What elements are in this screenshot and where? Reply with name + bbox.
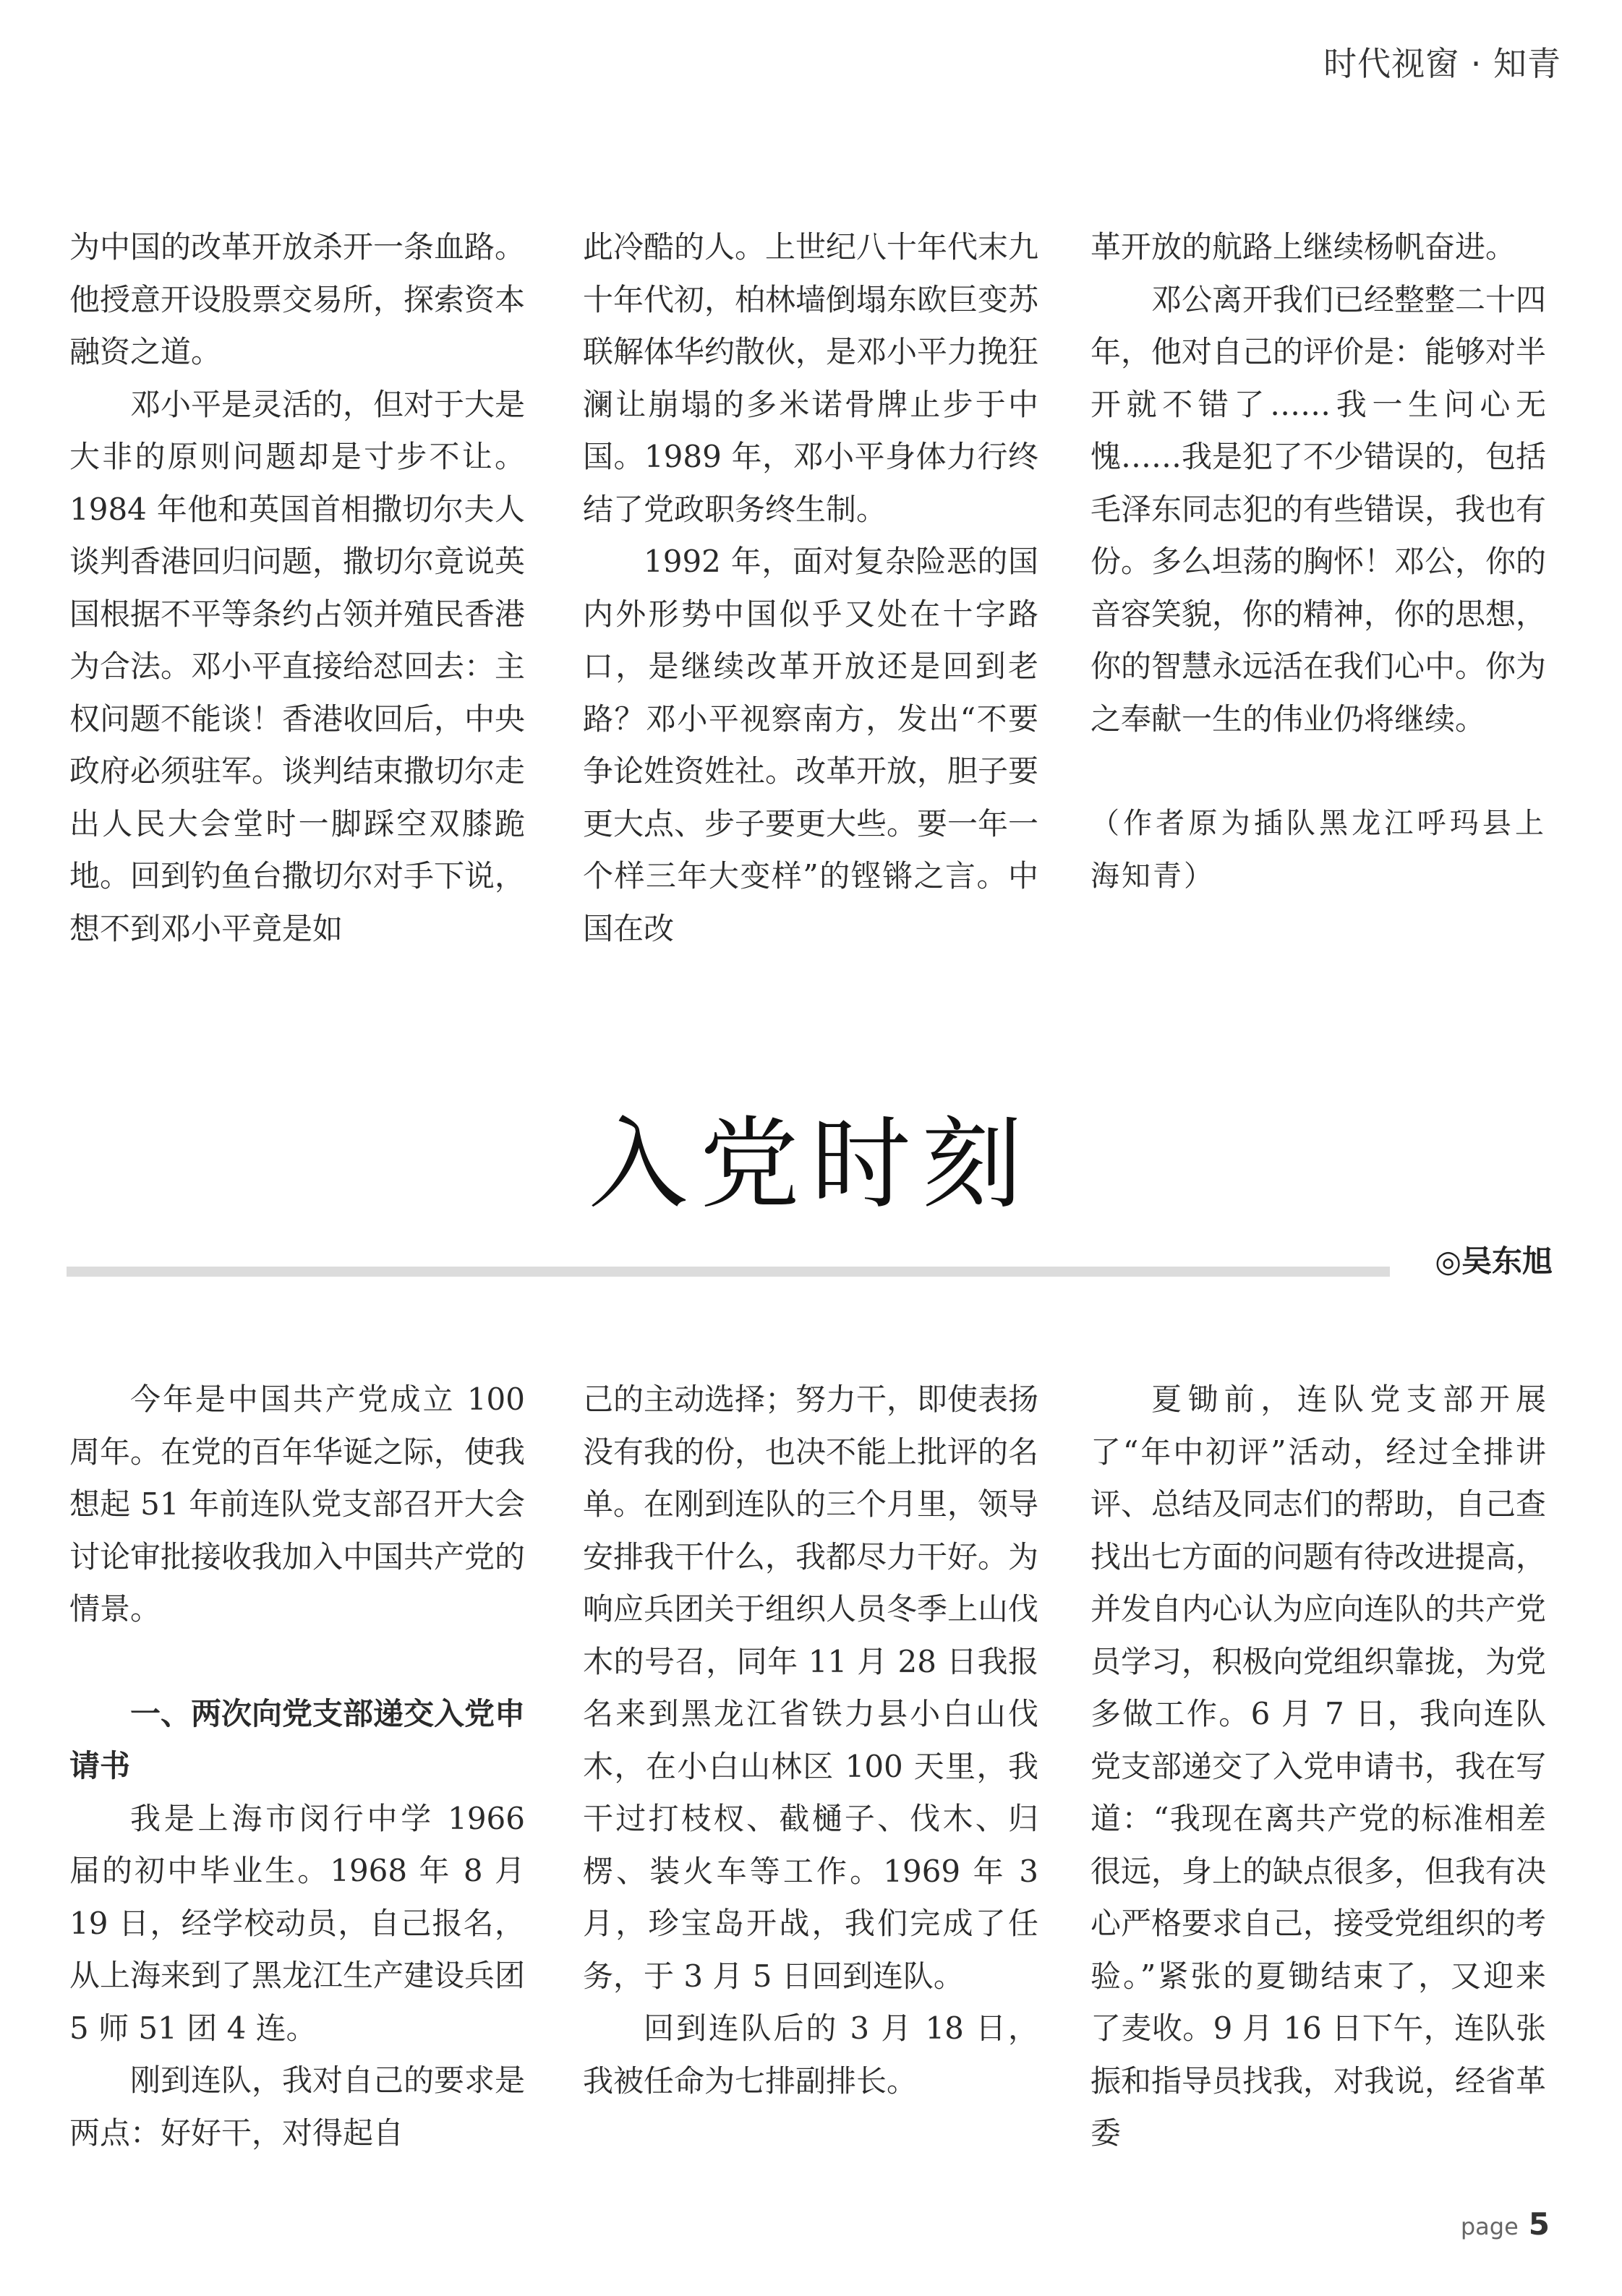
paragraph: 回到连队后的 3 月 18 日，我被任命为七排副排长。 <box>583 2010 1038 2099</box>
article-author: ◎吴东旭 <box>1435 1243 1553 1279</box>
paragraph: 刚到连队，我对自己的要求是两点：好好干，对得起自 <box>69 2062 526 2151</box>
paragraph: 邓公离开我们已经整整二十四年，他对自己的评价是：能够对半开就不错了……我一生问心无愧……我是犯了不少错误的，包括毛泽东同志犯的有些错误，我也有份。多么坦荡的胸怀！邓公，你的音容笑貌，你的精神，你的思想，你的智慧永远活在我们心中。你为之奉献一生的伟业仍将继续。 <box>1090 281 1547 737</box>
paragraph: 此冷酷的人。上世纪八十年代末九十年代初，柏林墙倒塌东欧巨变苏联解体华约散伙，是邓小平力挽狂澜让崩塌的多米诺骨牌止步于中国。1989 年，邓小平身体力行终结了党政职务终生制。 <box>583 229 1039 527</box>
paragraph: 革开放的航路上继续杨帆奋进。 <box>1090 229 1516 265</box>
paragraph: 己的主动选择；努力干，即使表扬没有我的份，也决不能上批评的名单。在刚到连队的三个月里，领导安排我干什么，我都尽力干好。为响应兵团关于组织人员冬季上山伐木的号召，同年 11 月 28 日我报名来到黑龙江省铁力县小白山伐木，在小白山林区 100 天里，我干过打枝杈、截樋子、伐木、归楞、装火车等工作。1969 年 3 月，珍宝岛开战，我们完成了任务，于 3 月 5 日回到连队。 <box>583 1382 1039 1994</box>
top-article-column-2 <box>583 221 1038 955</box>
article-column-1 <box>69 1374 525 2159</box>
article-title: 入党时刻 <box>588 1106 1034 1222</box>
page-footer <box>1461 2206 1550 2242</box>
paragraph: 夏锄前，连队党支部开展了“年中初评”活动，经过全排讲评、总结及同志们的帮助，自己查找出七方面的问题有待改进提高，并发自内心认为应向连队的共产党员学习，积极向党组织靠拢，为党多做工作。6 月 7 日，我向连队党支部递交了入党申请书，我在写道：“我现在离共产党的标准相差很远，身上的缺点很多，但我有决心严格要求自己，接受党组织的考验。”紧张的夏锄结束了，又迎来了麦收。9 月 16 日下午，连队张振和指导员找我，对我说，经省革委 <box>1090 1382 1547 2151</box>
paragraph: 今年是中国共产党成立 100 周年。在党的百年华诞之际，使我想起 51 年前连队党支部召开大会讨论审批接收我加入中国共产党的情景。 <box>69 1382 526 1627</box>
title-divider <box>67 1267 1390 1277</box>
top-article-column-3 <box>1090 221 1546 902</box>
page-label: page <box>1460 2213 1519 2240</box>
author-note: （作者原为插队黑龙江呼玛县上海知青） <box>1090 807 1546 893</box>
paragraph: 我是上海市闵行中学 1966 届的初中毕业生。1968 年 8 月 19 日，经学校动员，自己报名，从上海来到了黑龙江生产建设兵团 5 师 51 团 4 连。 <box>69 1800 526 2046</box>
section-subhead: 一、两次向党支部递交入党申请书 <box>69 1695 526 1783</box>
paragraph: 邓小平是灵活的，但对于大是大非的原则问题却是寸步不让。1984 年他和英国首相撒切尔夫人谈判香港回归问题，撒切尔竟说英国根据不平等条约占领并殖民香港为合法。邓小平直接给怼回去：主权问题不能谈！香港收回后，中央政府必须驻军。谈判结束撒切尔走出人民大会堂时一脚踩空双膝跪地。回到钓鱼台撒切尔对手下说，想不到邓小平竟是如 <box>69 386 526 946</box>
paragraph: 为中国的改革开放杀开一条血路。他授意开设股票交易所，探索资本融资之道。 <box>69 229 526 369</box>
article-column-3 <box>1090 1374 1546 2160</box>
article-column-2 <box>583 1374 1038 2107</box>
section-header: 时代视窗 · 知青 <box>1323 44 1561 83</box>
page-number: 5 <box>1528 2206 1550 2242</box>
top-article-column-1 <box>69 221 525 955</box>
paragraph: 1992 年，面对复杂险恶的国内外形势中国似乎又处在十字路口，是继续改革开放还是回到老路？邓小平视察南方，发出“不要争论姓资姓社。改革开放，胆子要更大点、步子要更大些。要一年一个样三年大变样”的铿锵之言。中国在改 <box>583 544 1039 946</box>
